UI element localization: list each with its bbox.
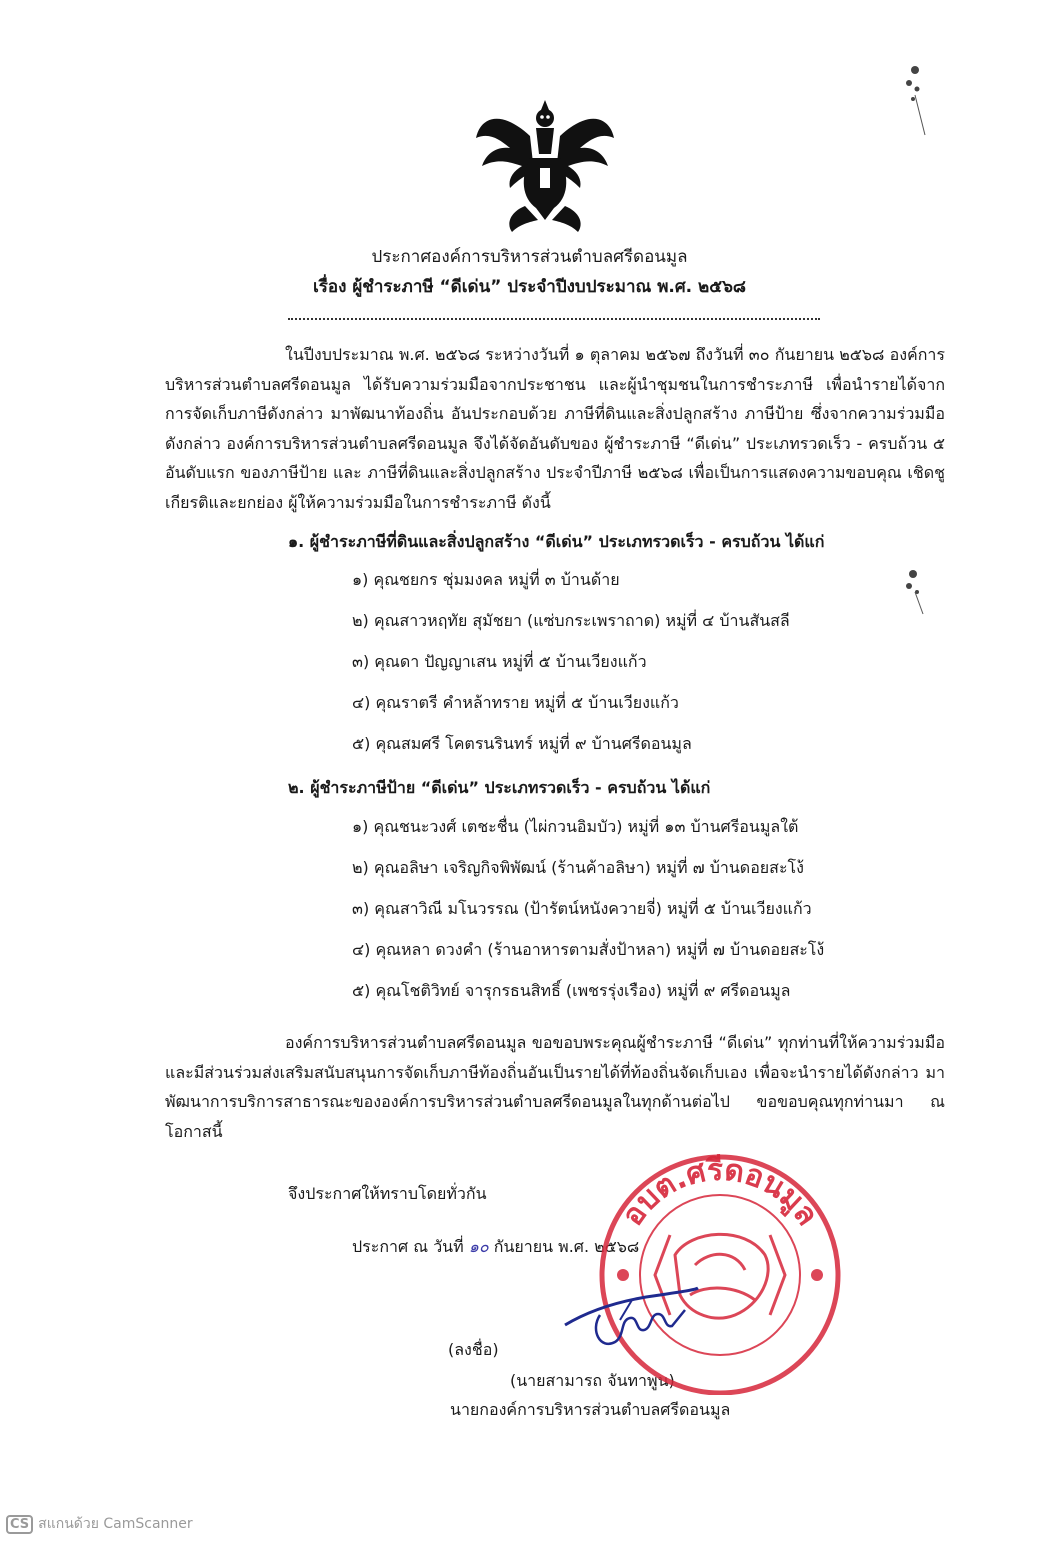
scan-speck-middle <box>895 562 935 617</box>
camscanner-text: สแกนด้วย CamScanner <box>38 1516 193 1532</box>
date-day: ๑๐ <box>468 1237 489 1256</box>
dotted-divider <box>288 318 820 320</box>
camscanner-icon: CS <box>6 1515 33 1534</box>
signer-position: นายกองค์การบริหารส่วนตำบลศรีดอนมูล <box>450 1400 731 1419</box>
list-item: ๒) คุณสาวหฤทัย สุมัชยา (แซ่บกระเพราถาด) หมู่ที่ ๔ บ้านสันสลี <box>352 611 790 630</box>
garuda-emblem <box>470 88 620 238</box>
list-item: ๔) คุณราตรี คำหล้าทราย หมู่ที่ ๕ บ้านเวียงแก้ว <box>352 693 679 712</box>
list-item: ๓) คุณสาวิณี มโนวรรณ (ป้ารัตน์หนังควายจี่) หมู่ที่ ๕ บ้านเวียงแก้ว <box>352 899 812 918</box>
list-item: ๒) คุณอลิษา เจริญกิจพิพัฒน์ (ร้านค้าอลิษา) หมู่ที่ ๗ บ้านดอยสะโง้ <box>352 858 804 877</box>
closing-paragraph: องค์การบริหารส่วนตำบลศรีดอนมูล ขอขอบพระคุณผู้ชำระภาษี “ดีเด่น” ทุกท่านที่ให้ความร่วมมือ และมีส่วนร่วมส่งเสริมสนับสนุนการจัดเก็บภาษีท้องถิ่นอันเป็นรายได้ที่ท้องถิ่นจัดเก็บเอง เพื่อจะนำรายได้ดังกล่าว มาพัฒนาการบริการสาธารณะขององค์การบริหารส่วนตำบลศรีดอนมูลในทุกด้านต่อไป ขอขอบคุณทุกท่านมา ณ โอกาสนี้ <box>165 1033 945 1141</box>
svg-text:อบต.ศรีดอนมูล <box>615 1153 825 1232</box>
scan-speck-top <box>895 55 935 145</box>
list-item: ๑) คุณชนะวงศ์ เตชะชื่น (ไผ่กวนอิมบัว) หมู่ที่ ๑๓ บ้านศรีอนมูลใต้ <box>352 817 799 836</box>
section2-heading: ๒. ผู้ชำระภาษีป้าย “ดีเด่น” ประเภทรวดเร็ว - ครบถ้วน ได้แก่ <box>288 778 711 797</box>
announce-line: จึงประกาศให้ทราบโดยทั่วกัน <box>288 1184 487 1203</box>
date-prefix: ประกาศ ณ วันที่ <box>352 1237 464 1256</box>
list-item: ๑) คุณชยกร ชุ่มมงคล หมู่ที่ ๓ บ้านด้าย <box>352 570 620 589</box>
camscanner-watermark <box>6 1513 193 1535</box>
date-rest: กันยายน พ.ศ. ๒๕๖๘ <box>493 1237 640 1256</box>
handwritten-signature <box>560 1270 700 1360</box>
intro-paragraph: ในปีงบประมาณ พ.ศ. ๒๕๖๘ ระหว่างวันที่ ๑ ตุลาคม ๒๕๖๗ ถึงวันที่ ๓๐ กันยายน ๒๕๖๘ องค์การบริหารส่วนตำบลศรีดอนมูล ได้รับความร่วมมือจากประชาชน และผู้นำชุมชนในการชำระภาษี เพื่อนำรายได้จากการจัดเก็บภาษีดังกล่าว มาพัฒนาท้องถิ่น อันประกอบด้วย ภาษีที่ดินและสิ่งปลูกสร้าง ภาษีป้าย ซึ่งจากความร่วมมือดังกล่าว องค์การบริหารส่วนตำบลศรีดอนมูล จึงได้จัดอันดับของ ผู้ชำระภาษี “ดีเด่น” ประเภทรวดเร็ว - ครบถ้วน ๕ อันดับแรก ของภาษีป้าย และ ภาษีที่ดินและสิ่งปลูกสร้าง ประจำปีภาษี ๒๕๖๘ เพื่อเป็นการแสดงความขอบคุณ เชิดชูเกียรติและยกย่อง ผู้ให้ความร่วมมือในการชำระภาษี ดังนี้ <box>165 345 945 512</box>
list-item: ๕) คุณโชติวิทย์ จารุกรธนสิทธิ์ (เพชรรุ่งเรือง) หมู่ที่ ๙ ศรีดอนมูล <box>352 981 791 1000</box>
seal-text: อบต.ศรีดอนมูล <box>615 1152 825 1233</box>
announcement-title: ประกาศองค์การบริหารส่วนตำบลศรีดอนมูล <box>371 247 688 267</box>
list-item: ๔) คุณหลา ดวงคำ (ร้านอาหารตามสั่งป้าหลา) หมู่ที่ ๗ บ้านดอยสะโง้ <box>352 940 825 959</box>
sign-label: (ลงชื่อ) <box>448 1340 499 1359</box>
signer-name: (นายสามารถ จันทาพูน) <box>510 1371 675 1390</box>
section1-heading: ๑. ผู้ชำระภาษีที่ดินและสิ่งปลูกสร้าง “ดีเด่น” ประเภทรวดเร็ว - ครบถ้วน ได้แก่ <box>288 532 825 551</box>
list-item: ๕) คุณสมศรี โคตรนรินทร์ หมู่ที่ ๙ บ้านศรีดอนมูล <box>352 734 692 753</box>
list-item: ๓) คุณดา ปัญญาเสน หมู่ที่ ๕ บ้านเวียงแก้ว <box>352 652 647 671</box>
announcement-subject: เรื่อง ผู้ชำระภาษี “ดีเด่น” ประจำปีงบประมาณ พ.ศ. ๒๕๖๘ <box>312 277 747 297</box>
